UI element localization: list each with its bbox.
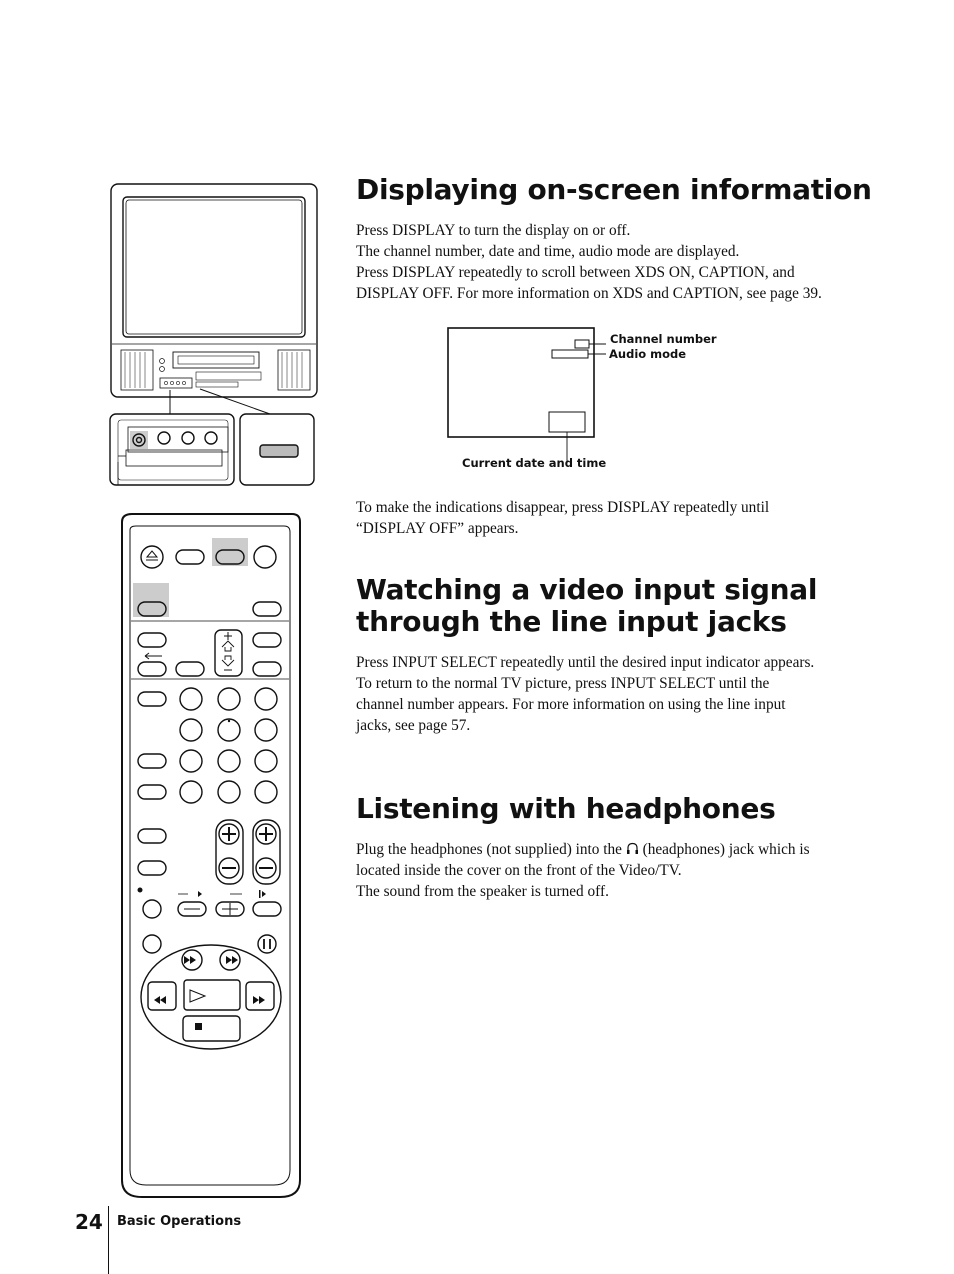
section2-body (356, 652, 896, 736)
label-audio-mode: Audio mode (609, 347, 687, 361)
screen-display-diagram (448, 328, 606, 461)
section-title-video-input (356, 574, 817, 638)
section2-line: To return to the normal TV picture, press INPUT SELECT until the (356, 675, 770, 692)
section1-line: The channel number, date and time, audio mode are displayed. (356, 243, 740, 260)
section1-line: Press DISPLAY to turn the display on or off. (356, 222, 631, 239)
section3-body (356, 839, 896, 902)
display-button-closeup (240, 414, 314, 485)
front-jack-closeup (110, 414, 234, 485)
section2-line: jacks, see page 57. (356, 717, 471, 734)
section1-after-line: “DISPLAY OFF” appears. (356, 520, 519, 537)
section-title-headphones: Listening with headphones (356, 792, 776, 825)
remote-control-illustration (122, 514, 300, 1197)
section1-after (356, 497, 896, 539)
section2-title-line: Watching a video input signal (356, 573, 818, 606)
section-name: Basic Operations (117, 1214, 242, 1229)
section3-line: located inside the cover on the front of the Video/TV. (356, 862, 682, 879)
label-channel-number: Channel number (610, 332, 717, 346)
section2-line: channel number appears. For more information on using the line input (356, 696, 786, 713)
section2-title-line: through the line input jacks (356, 605, 787, 638)
headphones-icon (626, 842, 639, 855)
footer-divider (108, 1206, 109, 1274)
section-title-displaying: Displaying on-screen information (356, 173, 872, 206)
section2-line: Press INPUT SELECT repeatedly until the desired input indicator appears. (356, 654, 815, 671)
section1-line: DISPLAY OFF. For more information on XDS and CAPTION, see page 39. (356, 285, 822, 302)
section3-line: The sound from the speaker is turned off. (356, 883, 609, 900)
page-number: 24 (75, 1210, 103, 1234)
section3-line: Plug the headphones (not supplied) into the (headphones) jack which is (356, 841, 810, 858)
tv-illustration (111, 184, 317, 414)
section1-body (356, 220, 896, 304)
section1-line: Press DISPLAY repeatedly to scroll between XDS ON, CAPTION, and (356, 264, 795, 281)
label-current-date-time: Current date and time (462, 456, 607, 470)
section1-after-line: To make the indications disappear, press DISPLAY repeatedly until (356, 499, 770, 516)
